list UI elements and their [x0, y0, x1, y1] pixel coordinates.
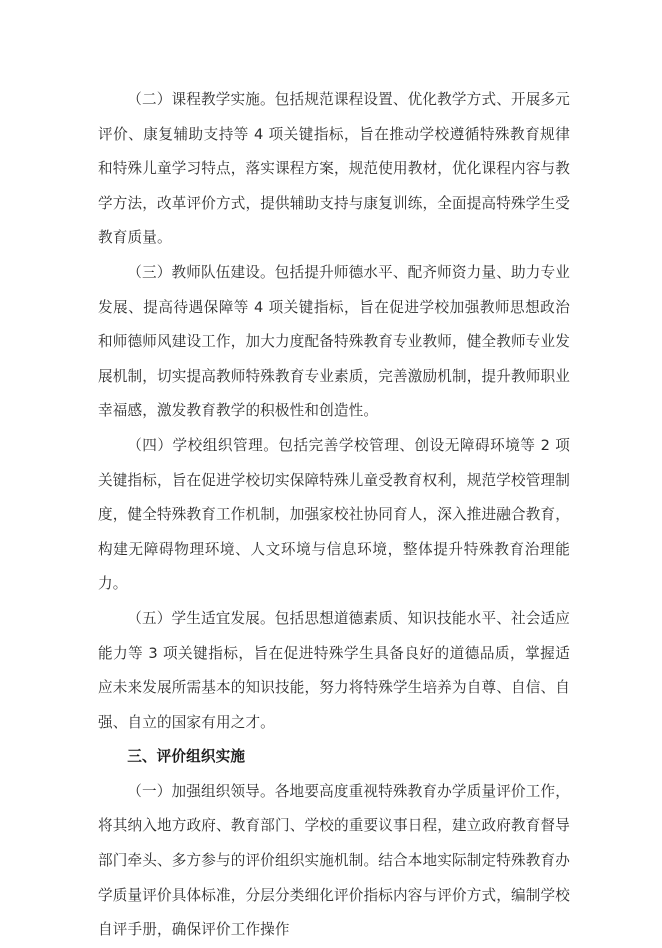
section-heading-evaluation-implementation: 三、评价组织实施: [127, 748, 246, 766]
paragraph-organization-leadership: （一）加强组织领导。各地要高度重视特殊教育办学质量评价工作，将其纳入地方政府、教育部门、学校的重要议事日程，建立政府教育督导部门牵头、多方参与的评价组织实施机制。结合本地实际制定特殊教育办学质量评价具体标准，分层分类细化评价指标内容与评价方式，编制学校自评手册，确保评价工作操作: [98, 782, 570, 939]
paragraph-school-management: （四）学校组织管理。包括完善学校管理、创设无障碍环境等 2 项关键指标，旨在促进学校切实保障特殊儿童受教育权利，规范学校管理制度，健全特殊教育工作机制，加强家校社协同育人，深入推进融合教育，构建无障碍物理环境、人文环境与信息环境，整体提升特殊教育治理能力。: [98, 436, 570, 593]
paragraph-teacher-team: （三）教师队伍建设。包括提升师德水平、配齐师资力量、助力专业发展、提高待遇保障等 4 项关键指标，旨在促进学校加强教师思想政治和师德师风建设工作，加大力度配备特殊教育专业教师，健全教师专业发展机制，切实提高教师特殊教育专业素质，完善激励机制，提升教师职业幸福感，激发教育教学的积极性和创造性。: [98, 263, 570, 420]
paragraph-curriculum-teaching: （二）课程教学实施。包括规范课程设置、优化教学方式、开展多元评价、康复辅助支持等 4 项关键指标，旨在推动学校遵循特殊教育规律和特殊儿童学习特点，落实课程方案，规范使用教材，优化课程内容与教学方法，改革评价方式，提供辅助支持与康复训练，全面提高特殊学生受教育质量。: [98, 91, 570, 247]
document-body: [98, 83, 570, 948]
paragraph-student-development: （五）学生适宜发展。包括思想道德素质、知识技能水平、社会适应能力等 3 项关键指标，旨在促进特殊学生具备良好的道德品质，掌握适应未来发展所需基本的知识技能，努力将特殊学生培养为自尊、自信、自强、自立的国家有用之才。: [98, 609, 570, 731]
